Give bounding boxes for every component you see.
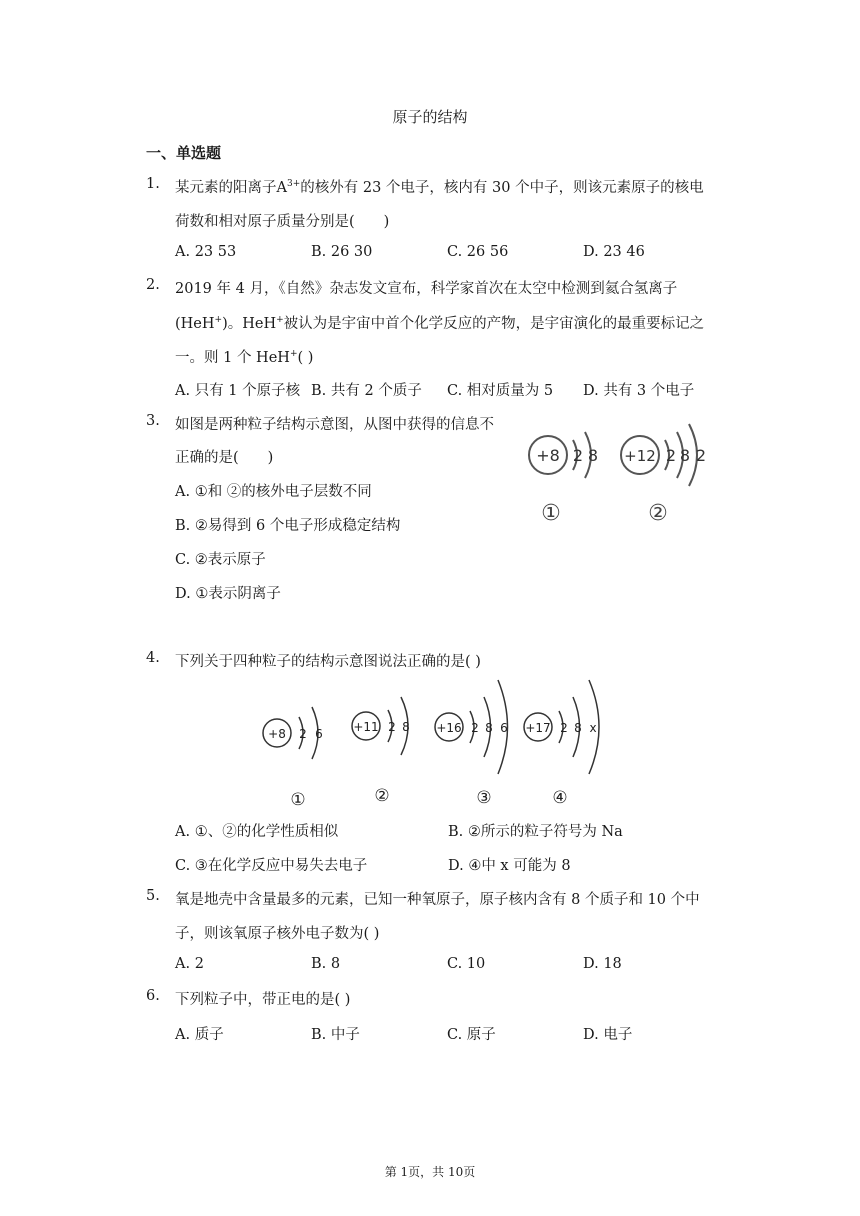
text-span: 一。则 1 个 HeH [175, 350, 290, 366]
nucleus-charge: +17 [525, 721, 551, 735]
superscript: + [276, 315, 284, 326]
page-footer: 第 1页，共 10页 [384, 1165, 476, 1179]
nucleus-charge: +16 [436, 721, 462, 735]
question-text: 氧是地壳中含量最多的元素，已知一种氧原子，原子核内含有 8 个质子和 10 个中 [175, 892, 700, 908]
shell-electrons: 6 [315, 727, 323, 741]
option-b: B. 8 [311, 956, 341, 972]
shell-electrons: 2 [299, 727, 307, 741]
option-a: A. ①、②的化学性质相似 [175, 824, 339, 840]
shell-electrons: x [589, 721, 597, 735]
superscript: + [289, 349, 298, 360]
nucleus-charge: +12 [624, 447, 656, 465]
option-b: B. 26 30 [311, 244, 373, 260]
option-a: A. ①和 ②的核外电子层数不同 [175, 484, 372, 500]
question-text: 如图是两种粒子结构示意图，从图中获得的信息不 [175, 417, 494, 433]
option-a: A. 2 [175, 956, 204, 972]
option-d: D. 23 46 [583, 244, 645, 260]
option-c: C. 26 56 [447, 244, 509, 260]
shell-electrons: 8 [679, 446, 691, 465]
text-span: ( ) [297, 350, 314, 366]
shell-electrons: 8 [485, 721, 493, 735]
shell-electrons: 2 [572, 446, 584, 465]
text-span: (HeH [175, 316, 215, 332]
atom-diagram-3 [435, 680, 508, 808]
option-c: C. 原子 [447, 1027, 496, 1043]
option-d: D. 18 [583, 956, 622, 972]
page-title: 原子的结构 [392, 108, 468, 126]
option-b: B. 中子 [311, 1027, 360, 1043]
diagram-label: ② [374, 786, 390, 806]
shell-electrons: 2 [560, 721, 568, 735]
question-text [175, 346, 313, 367]
section-heading: 一、单选题 [146, 144, 222, 162]
question-text: 下列粒子中，带正电的是( ) [175, 992, 351, 1008]
diagram-label: ① [290, 790, 306, 810]
question-number: 1. [146, 176, 160, 192]
question-text: 2019 年 4 月，《自然》杂志发文宣布，科学家首次在太空中检测到氦合氢离子 [175, 281, 678, 297]
shell-electrons: 8 [574, 721, 582, 735]
question-text [175, 312, 704, 333]
question-number: 3. [146, 413, 160, 429]
shell-electrons: 6 [500, 721, 508, 735]
option-b: B. ②易得到 6 个电子形成稳定结构 [175, 518, 401, 534]
atom-diagram-2 [352, 697, 410, 806]
question-text [175, 176, 704, 197]
atom-diagram-2 [621, 424, 706, 526]
option-c: C. ③在化学反应中易失去电子 [175, 858, 368, 874]
shell-electrons: 8 [587, 446, 599, 465]
option-d: D. 电子 [583, 1027, 633, 1043]
option-c: C. 相对质量为 5 [447, 383, 554, 399]
nucleus-charge: +11 [353, 720, 379, 734]
shell-electrons: 2 [471, 721, 479, 735]
option-a: A. 只有 1 个原子核 [175, 383, 301, 399]
shell-electrons: 8 [402, 720, 410, 734]
shell-electrons: 2 [665, 446, 677, 465]
diagram-label: ② [648, 501, 668, 526]
atom-diagram-1 [263, 707, 323, 810]
option-c: C. 10 [447, 956, 486, 972]
question-text: 正确的是( ) [175, 450, 274, 466]
option-d: D. ①表示阴离子 [175, 586, 281, 602]
nucleus-charge: +8 [536, 446, 560, 465]
superscript: + [214, 315, 223, 326]
text-span: 被认为是宇宙中首个化学反应的产物，是宇宙演化的最重要标记之 [283, 316, 705, 332]
option-d: D. 共有 3 个电子 [583, 383, 695, 399]
atom-structure-diagram-q4 [255, 675, 615, 815]
option-a: A. 质子 [175, 1027, 224, 1043]
option-b: B. 共有 2 个质子 [311, 383, 422, 399]
diagram-label: ① [541, 501, 561, 526]
shell-electrons: 2 [695, 446, 707, 465]
question-number: 5. [146, 888, 160, 904]
text-span: 某元素的阳离子A [175, 180, 287, 196]
superscript: 3+ [286, 179, 301, 190]
shell-electrons: 2 [388, 720, 396, 734]
question-number: 2. [146, 277, 160, 293]
question-text: 下列关于四种粒子的结构示意图说法正确的是( ) [175, 654, 481, 670]
atom-diagram-1 [529, 432, 598, 526]
question-number: 6. [146, 988, 160, 1004]
option-b: B. ②所示的粒子符号为 Na [448, 824, 623, 840]
question-text: 荷数和相对原子质量分别是( ) [175, 214, 390, 230]
diagram-label: ④ [552, 788, 568, 808]
text-span: )。HeH [222, 316, 277, 332]
text-span: 的核外有 23 个电子，核内有 30 个中子，则该元素原子的核电 [300, 180, 704, 196]
atom-structure-diagram-q3 [515, 410, 725, 530]
option-c: C. ②表示原子 [175, 552, 266, 568]
diagram-label: ③ [476, 788, 492, 808]
nucleus-charge: +8 [268, 727, 286, 741]
question-text: 子，则该氧原子核外电子数为( ) [175, 926, 380, 942]
atom-diagram-4 [524, 680, 599, 808]
option-d: D. ④中 x 可能为 8 [448, 858, 571, 874]
option-a: A. 23 53 [175, 244, 237, 260]
question-number: 4. [146, 650, 160, 666]
